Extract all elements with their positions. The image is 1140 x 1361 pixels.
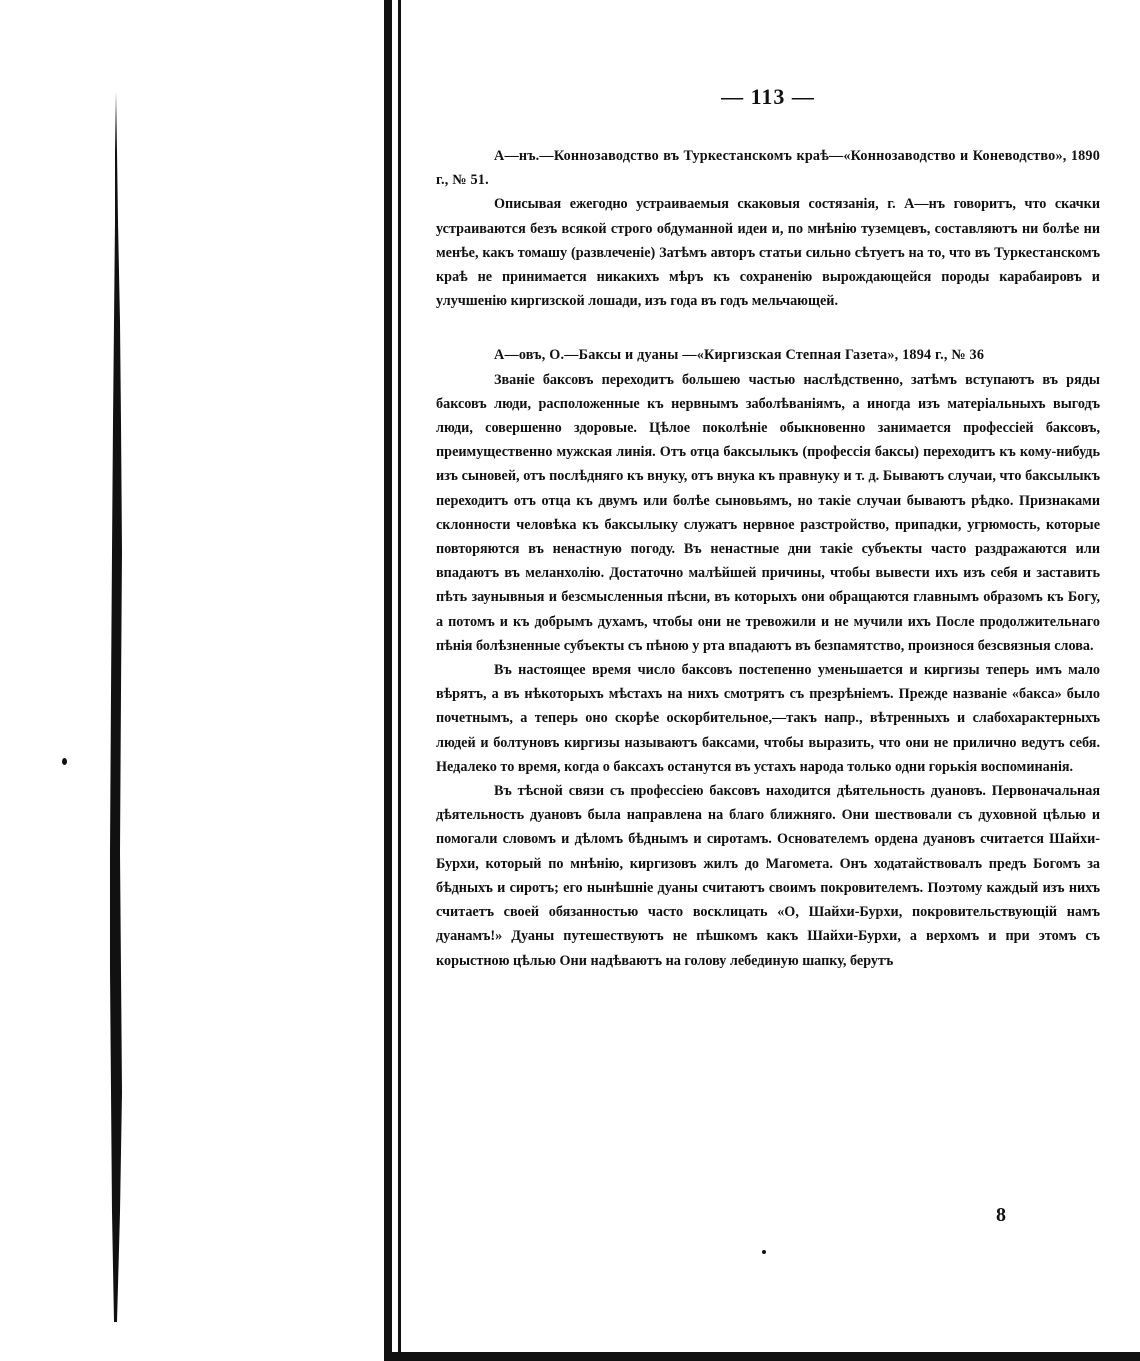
scan-border-bottom <box>384 1352 1140 1361</box>
signature-mark: 8 <box>996 1204 1006 1226</box>
entry-heading: А—овъ, О.—Баксы и дуаны —«Киргизская Степная Газета», 1894 г., № 36 <box>494 347 985 364</box>
bibliography-entry <box>436 144 1100 313</box>
margin-speck <box>62 758 67 765</box>
margin-streak <box>108 92 124 1322</box>
scan-border-left-inner <box>398 0 401 1361</box>
entry-paragraph: Званіе баксовъ переходитъ большею частью наслѣдственно, затѣмъ вступаютъ въ ряды баксовъ люди, расположенные къ нервнымъ заболѣваніямъ, а иногда изъ матеріальныхъ выгодъ люди, совершенно здоровые. Цѣлое поколѣніе обыкновенно занимается профессіей баксовъ, преимущественно мужская линія. Отъ отца баксылыкъ (профессія баксы) переходитъ къ кому-нибудь изъ сыновей, отъ послѣдняго къ внуку, отъ внука къ правнуку и т. д. Бываютъ случаи, что баксылыкъ переходитъ отъ отца къ двумъ или болѣе сыновьямъ, но такіе случаи бываютъ рѣдко. Признаками склонности человѣка къ баксылыку служатъ нервное разстройство, припадки, угрюмость, которые повторяются въ ненастную погоду. Въ ненастные дни такіе субъекты часто раздражаются или впадаютъ въ меланхолію. Достаточно малѣйшей причины, чтобы вывести ихъ изъ себя и заставить пѣть заунывныя и безсмысленныя пѣсни, въ которыхъ они обращаются главнымъ образомъ къ Богу, а потомъ и къ добрымъ духамъ, чтобы они не тревожили и не мучили ихъ После продолжительнаго пѣнія болѣзненные субъекты съ пѣною у рта впадаютъ въ безпамятство, произнося безсвязныя слова. <box>436 371 1100 654</box>
entry-paragraph: Описывая ежегодно устраиваемыя скаковыя состязанія, г. А—нъ говоритъ, что скачки устраиваются безъ всякой строго обдуманной идеи и, по мнѣнію туземцевъ, составляютъ ни болѣе ни менѣе, какъ томашу (развлеченіе) Затѣмъ авторъ статьи сильно сѣтуетъ на то, что въ Туркестанскомъ краѣ не принимается никакихъ мѣръ къ сохраненію вырождающейся породы карабаировъ и улучшенію киргизской лошади, изъ года въ годъ мельчающей. <box>436 196 1100 310</box>
entry-heading: А—нъ.—Коннозаводство въ Туркестанскомъ краѣ—«Коннозаводство и Коневодство», 1890 г., № 51. <box>436 148 1100 189</box>
page-speck <box>762 1250 766 1254</box>
entry-paragraph: Въ тѣсной связи съ профессіею баксовъ находится дѣятельность дуановъ. Первоначальная дѣятельность дуановъ была направлена на благо ближняго. Они шествовали съ духовной цѣлью и помогали словомъ и дѣломъ бѣднымъ и сиротамъ. Основателемъ ордена дуановъ считается Шайхи-Бурхи, который по мнѣнію, киргизовъ жилъ до Магомета. Онъ ходатайствовалъ предъ Богомъ за бѣдныхъ и сиротъ; его нынѣшніе дуаны считаютъ своимъ покровителемъ. Поэтому каждый изъ нихъ считаетъ своей обязанностью часто восклицать «О, Шайхи-Бурхи, покровительствующій намъ дуанамъ!» Дуаны путешествуютъ не пѣшкомъ какъ Шайхи-Бурхи, а верхомъ и при этомъ съ корыстною цѣлью Они надѣваютъ на голову лебединую шапку, берутъ <box>436 783 1100 969</box>
scan-left-margin <box>0 0 386 1361</box>
bibliography-entry <box>436 343 1100 972</box>
page-number: — 113 — <box>721 84 815 109</box>
scan-border-left <box>384 0 392 1361</box>
entry-paragraph: Въ настоящее время число баксовъ постепенно уменьшается и киргизы теперь имъ мало вѣрятъ, а въ нѣкоторыхъ мѣстахъ на нихъ смотрятъ съ презрѣніемъ. Прежде названіе «бакса» было почетнымъ, а теперь оно скорѣе оскорбительное,—такъ напр., вѣтренныхъ и слабохарактерныхъ людей и болтуновъ киргизы называютъ баксами, чтобы выразить, что они не прилично ведутъ себя. Недалеко то время, когда о баксахъ останутся въ устахъ народа только одни горькія воспоминанія. <box>436 662 1100 775</box>
document-page <box>436 84 1100 973</box>
